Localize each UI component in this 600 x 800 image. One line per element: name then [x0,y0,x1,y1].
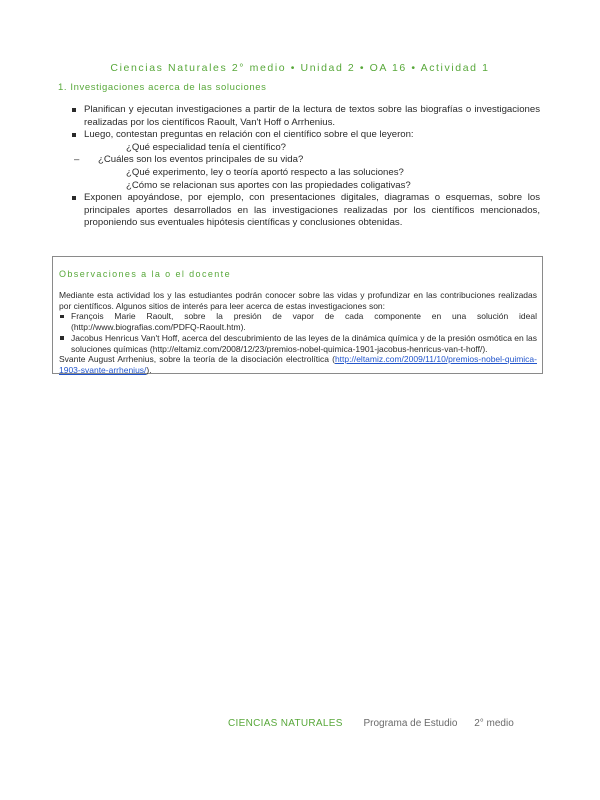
reference-list [59,311,537,354]
question-item [74,154,540,167]
arrhenius-text: Svante August Arrhenius, sobre la teoría de la disociación electrolítica ( [59,354,335,365]
question-text: ¿Qué experimento, ley o teoría aportó respecto a las soluciones? [126,166,404,178]
square-bullet-icon [72,133,76,137]
arrhenius-end: ). [146,364,152,375]
page-header: Ciencias Naturales 2° medio • Unidad 2 • OA 16 • Actividad 1 [110,62,490,74]
footer-program: Programa de Estudio [363,718,458,729]
teacher-notes-title: Observaciones a la o el docente [59,269,231,279]
activity-item-text: Exponen apoyándose, por ejemplo, con presentaciones digitales, diagramas o esquemas, sobre los principales aportes desarrollados en las investigaciones realizadas por los científicos mencionados, proponiendo sus eventuales hipótesis científicas y conclusiones obtenidas. [84,192,540,229]
activity-item-text: Planifican y ejecutan investigaciones a partir de la lectura de textos sobre las biografías o investigaciones realizadas por los científicos Raoult, Van't Hoff o Arrhenius. [84,104,540,128]
question-item [84,142,540,155]
dash-bullet-icon: – [74,154,80,166]
square-bullet-icon [60,315,64,319]
reference-item [59,311,537,332]
activity-list [70,104,540,230]
page-footer [228,718,514,729]
arrhenius-link[interactable]: http://eltamiz.com/2009/11/10/premios-nobel-quimica-1903-svante-arrhenius/ [59,354,537,375]
question-list [74,141,540,192]
question-text: ¿Qué especialidad tenía el científico? [126,141,286,153]
teacher-notes-box [52,256,543,374]
reference-vanthoff: Jacobus Henricus Van't Hoff, acerca del descubrimiento de las leyes de la dinámica química y de la presión osmótica en las soluciones químicas (http://eltamiz.com/2008/12/23/premios-nobel-quimica-1901-jacobus-henricus-van-t-hoff/). [71,332,537,354]
question-text: ¿Cuáles son los eventos principales de su vida? [98,154,304,166]
footer-level: 2° medio [474,718,514,729]
question-item [84,180,540,193]
list-item [70,192,540,230]
footer-subject: CIENCIAS NATURALES [228,718,343,729]
question-text: ¿Cómo se relacionan sus aportes con las propiedades coligativas? [126,179,411,191]
question-item [84,167,540,180]
list-item [70,129,540,192]
square-bullet-icon [72,108,76,112]
reference-arrhenius [59,354,537,375]
reference-item [59,333,537,354]
square-bullet-icon [60,336,64,340]
list-item [70,104,540,129]
section-title: 1. Investigaciones acerca de las soluciones [58,82,267,93]
reference-raoult: François Marie Raoult, sobre la presión de vapor de cada componente en una solución ideal (http://www.biografias.com/PDFQ-Raoult.htm). [71,311,537,333]
teacher-notes-body [59,290,537,376]
teacher-notes-intro: Mediante esta actividad los y las estudiantes podrán conocer sobre las vidas y profundizar en las contribuciones realizadas por científicos. Algunos sitios de interés para leer acerca de estas investigaciones son: [59,290,537,311]
square-bullet-icon [72,196,76,200]
activity-item-text: Luego, contestan preguntas en relación con el científico sobre el que leyeron: [84,129,414,141]
